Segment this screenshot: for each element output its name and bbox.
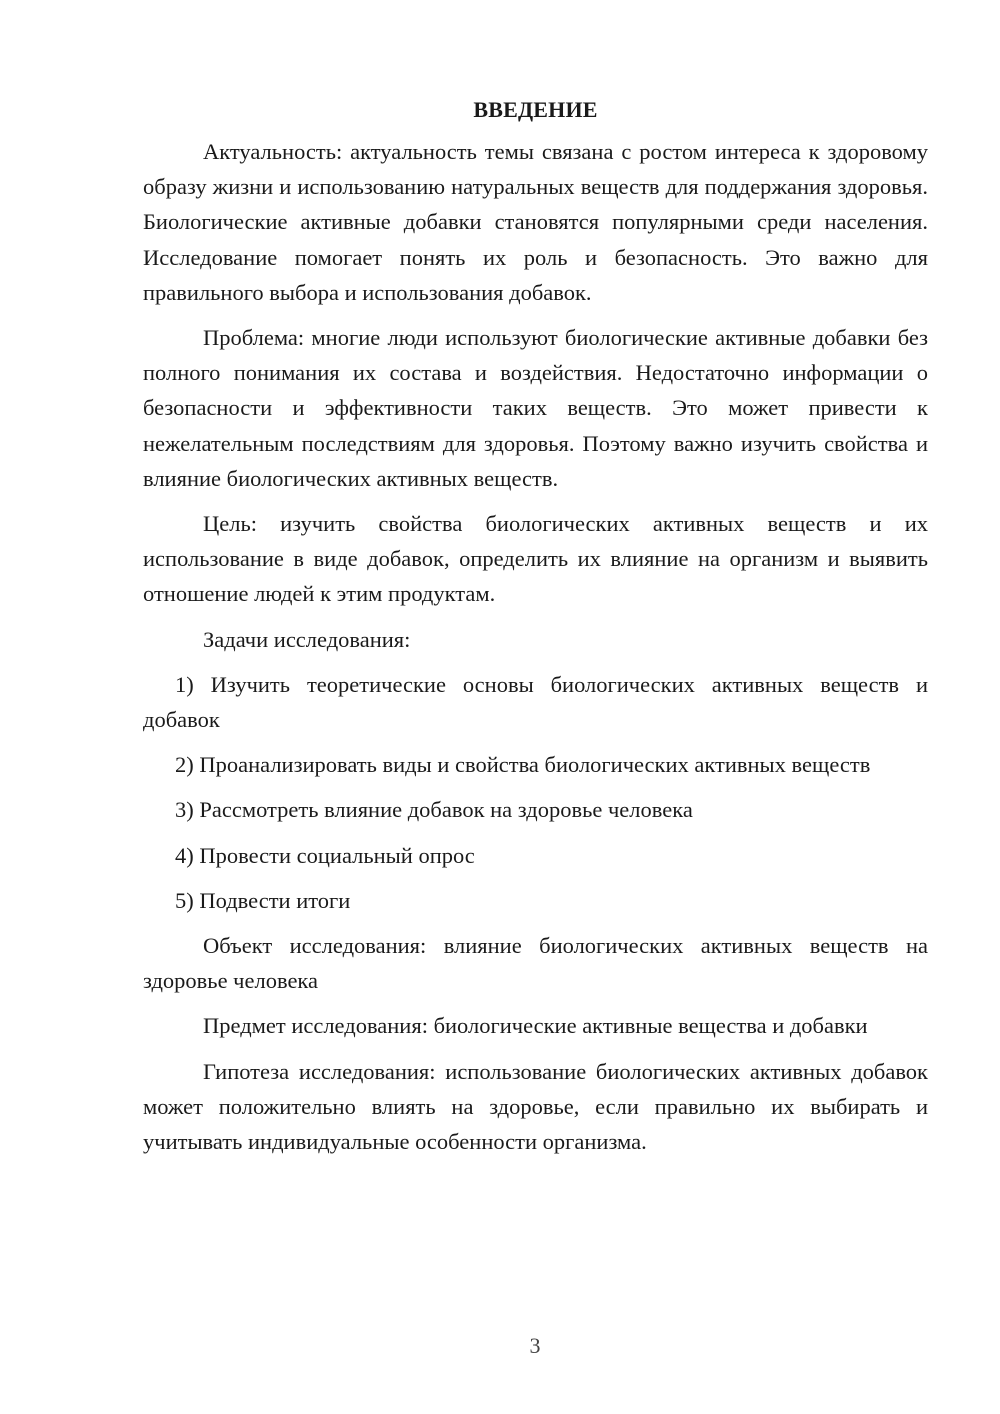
tasks-heading: Задачи исследования: — [203, 626, 411, 652]
tasks-list — [143, 667, 928, 918]
hypothesis-paragraph: Гипотеза исследования: использование биологических активных добавок может положительно влиять на здоровье, если правильно их выбирать и учитывать индивидуальные особенности организма. — [143, 1058, 928, 1155]
subject-paragraph: Предмет исследования: биологические активные вещества и добавки — [203, 1013, 868, 1039]
relevance-paragraph: Актуальность: актуальность темы связана с ростом интереса к здоровому образу жизни и использованию натуральных веществ для поддержания здоровья. Биологические активные добавки становятся популярными среди населения. Исследование помогает понять их роль и безопасность. Это важно для правильного выбора и использования добавок. — [143, 139, 928, 305]
problem-paragraph: Проблема: многие люди используют биологические активные добавки без полного понимания их состава и воздействия. Недостаточно информации о безопасности и эффективности таких веществ. Это может привести к нежелательным последствиям для здоровья. Поэтому важно изучить свойства и влияние биологических активных веществ. — [143, 325, 928, 491]
list-item: 3) Рассмотреть влияние добавок на здоровье человека — [175, 797, 693, 823]
page-title: ВВЕДЕНИЕ — [473, 97, 598, 122]
list-item: 1) Изучить теоретические основы биологических активных веществ и добавок — [143, 671, 928, 733]
page-number: 3 — [529, 1333, 541, 1358]
object-paragraph: Объект исследования: влияние биологических активных веществ на здоровье человека — [143, 933, 928, 994]
goal-paragraph: Цель: изучить свойства биологических активных веществ и их использование в виде добавок, определить их влияние на организм и выявить отношение людей к этим продуктам. — [143, 511, 928, 607]
list-item: 2) Проанализировать виды и свойства биологических активных веществ — [175, 752, 871, 778]
list-item: 5) Подвести итоги — [175, 887, 351, 913]
document-page — [143, 95, 928, 1169]
list-item: 4) Провести социальный опрос — [175, 842, 475, 868]
